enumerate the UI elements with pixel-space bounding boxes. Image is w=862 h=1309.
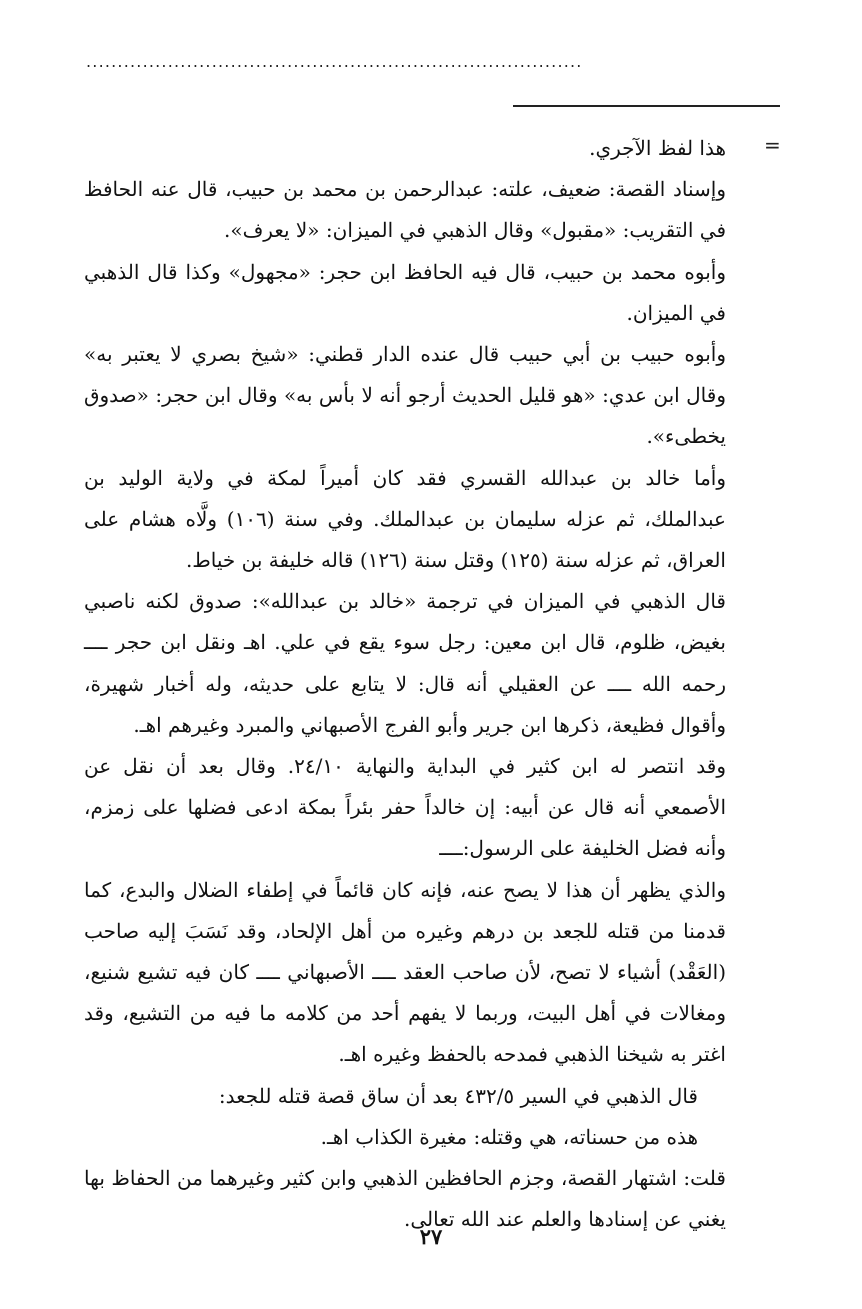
footnote-rule bbox=[513, 105, 780, 107]
paragraph-11: قلت: اشتهار القصة، وجزم الحافظين الذهبي وابن كثير وغيرهما من الحفاظ بها يغني عن إسنادها والعلم عند الله تعالى. bbox=[84, 1166, 726, 1232]
dotted-separator: ............................................................................... bbox=[86, 52, 583, 71]
paragraph-8: والذي يظهر أن هذا لا يصح عنه، فإنه كان قائماً في إطفاء الضلال والبدع، كما قدمنا من قتله للجعد بن درهم وغيره من أهل الإلحاد، وقد نَسَبَ إليه صاحب (العَقْد) أشياء لا تصح، لأن صاحب العقد ــــ الأصبهاني ــــ كان فيه تشيع شنيع، ومغالات في أهل البيت، وربما لا يفهم أحد من كلامه ما فيه من التشيع، وقد اغتر به شيخنا الذهبي فمدحه بالحفظ وغيره اهـ. bbox=[84, 877, 726, 1067]
paragraph-3: وأبوه محمد بن حبيب، قال فيه الحافظ ابن حجر: «مجهول» وكذا قال الذهبي في الميزان. bbox=[84, 259, 726, 325]
paragraph-5: وأما خالد بن عبدالله القسري فقد كان أميراً لمكة في ولاية الوليد بن عبدالملك، ثم عزله سليمان بن عبدالملك. وفي سنة (١٠٦) ولَّاه هشام على العراق، ثم عزله سنة (١٢٥) وقتل سنة (١٢٦) قاله خليفة بن خياط. bbox=[84, 465, 726, 573]
paragraph-4: وأبوه حبيب بن أبي حبيب قال عنده الدار قطني: «شيخ بصري لا يعتبر به» وقال ابن عدي: «هو قليل الحديث أرجو أنه لا بأس به» وقال ابن حجر: «صدوق يخطىء». bbox=[84, 342, 726, 449]
paragraph-2: وإسناد القصة: ضعيف، علته: عبدالرحمن بن محمد بن حبيب، قال عنه الحافظ في التقريب: «مقبول» وقال الذهبي في الميزان: «لا يعرف». bbox=[84, 177, 726, 243]
paragraph-9: قال الذهبي في السير ٤٣٢/٥ بعد أن ساق قصة قتله للجعد: bbox=[218, 1083, 698, 1108]
paragraph-7: وقد انتصر له ابن كثير في البداية والنهاية ٢٤/١٠. وقال بعد أن نقل عن الأصمعي أنه قال عن أبيه: إن خالداً حفر بئراً بمكة ادعى فضلها على زمزم، وأنه فضل الخليفة على الرسول:ــــ bbox=[84, 754, 727, 861]
paragraph-1: هذا لفظ الآجري. bbox=[589, 136, 726, 160]
paragraph-10: هذه من حسناته، هي وقتله: مغيرة الكذاب اهـ. bbox=[320, 1124, 698, 1149]
footnote-body bbox=[84, 128, 726, 1240]
footnote-continuation-marker: = bbox=[764, 133, 781, 157]
page-number: ٢٧ bbox=[419, 1224, 443, 1249]
paragraph-6: قال الذهبي في الميزان في ترجمة «خالد بن عبدالله»: صدوق لكنه ناصبي بغيض، ظلوم، قال ابن معين: رجل سوء يقع في علي. اهـ ونقل ابن حجر ــــ رحمه الله ــــ عن العقيلي أنه قال: لا يتابع على حديثه، وله أخبار شهيرة، وأقوال فظيعة، ذكرها ابن جرير وأبو الفرج الأصبهاني والمبرد وغيرهم اهـ. bbox=[84, 589, 726, 737]
